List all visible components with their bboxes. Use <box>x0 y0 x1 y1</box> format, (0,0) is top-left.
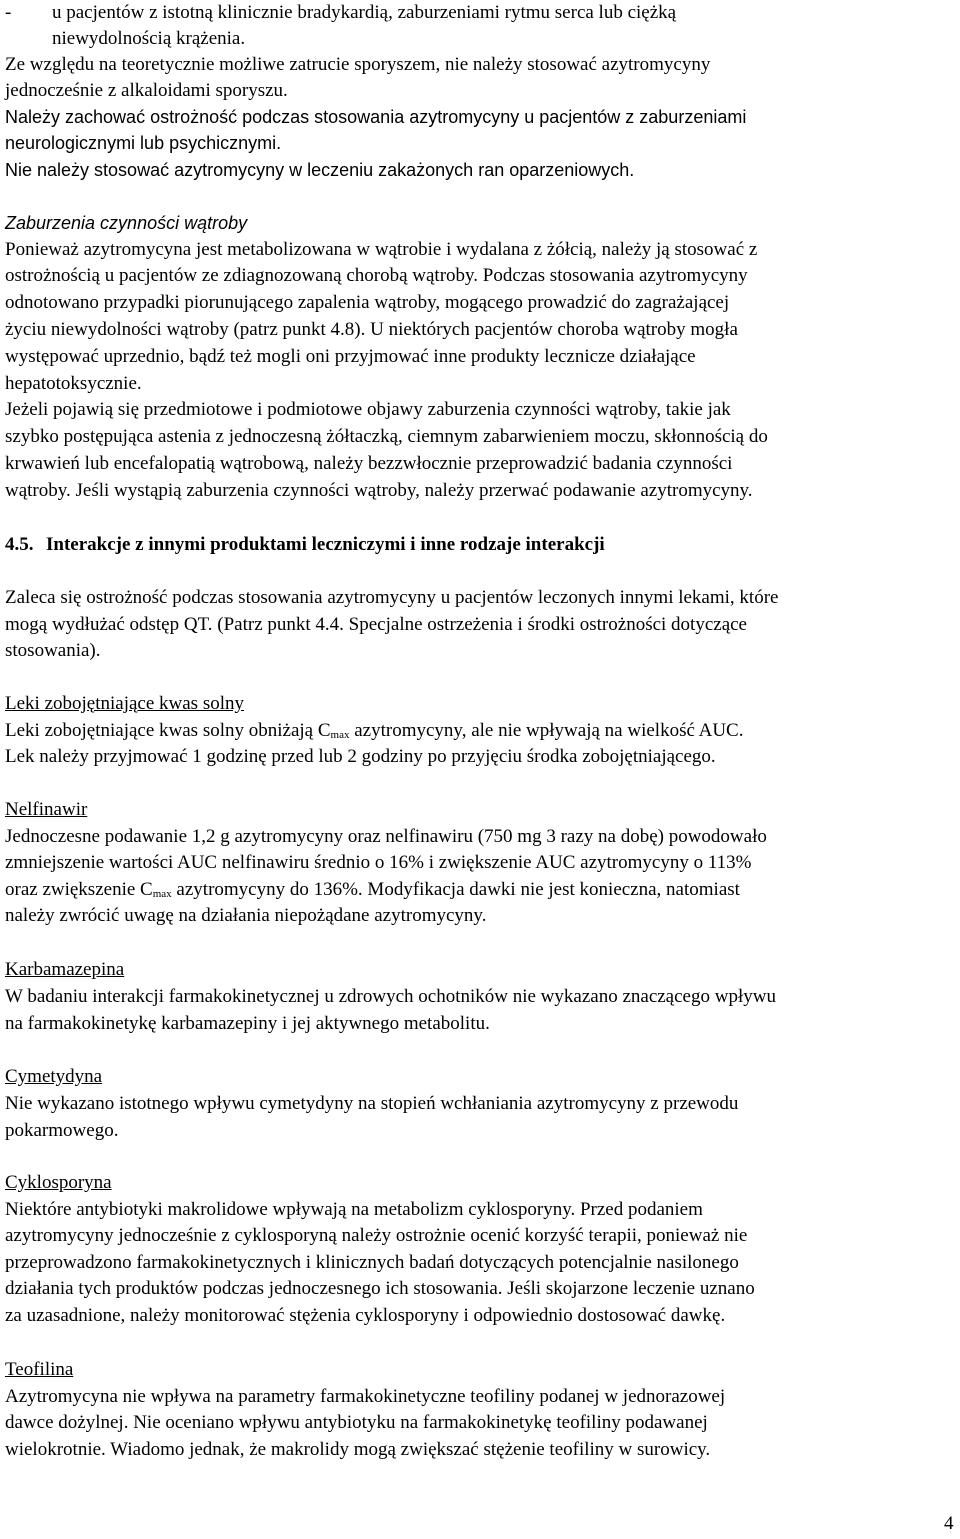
text-line: za uzasadnione, należy monitorować stężenia cyklosporyny i odpowiednio dostosować dawkę. <box>5 1305 726 1326</box>
text-line: jednocześnie z alkaloidami sporyszu. <box>5 80 288 101</box>
text-line: Lek należy przyjmować 1 godzinę przed lub 2 godziny po przyjęciu środka zobojętniającego. <box>5 746 716 767</box>
subsection-heading-cyclosporine: Cyklosporyna <box>5 1172 112 1193</box>
subsection-heading-carbamazepine: Karbamazepina <box>5 959 125 980</box>
text-line: Ponieważ azytromycyna jest metabolizowana w wątrobie i wydalana z żółcią, należy ją stosować z <box>5 239 758 260</box>
text-line: odnotowano przypadki piorunującego zapalenia wątroby, mogącego prowadzić do zagrażającej <box>5 292 730 313</box>
text-line: na farmakokinetykę karbamazepiny i jej aktywnego metabolitu. <box>5 1013 490 1034</box>
text-line: Nie należy stosować azytromycyny w leczeniu zakażonych ran oparzeniowych. <box>5 160 635 180</box>
text-line: Zaleca się ostrożność podczas stosowania azytromycyny u pacjentów leczonych innymi lekami, które <box>5 587 779 608</box>
subsection-heading-antacids: Leki zobojętniające kwas solny <box>5 693 245 714</box>
text-line: działania tych produktów podczas jednoczesnego ich stosowania. Jeśli skojarzone leczenie uznano <box>5 1278 755 1299</box>
text-line: przeprowadzono farmakokinetycznych i klinicznych badań dotyczących potencjalnie nasilonego <box>5 1252 739 1273</box>
text-line: dawce dożylnej. Nie oceniano wpływu antybiotyku na farmakokinetykę teofiliny podawanej <box>5 1412 708 1433</box>
section-title: Interakcje z innymi produktami leczniczymi i inne rodzaje interakcji <box>46 534 605 555</box>
text-line: Leki zobojętniające kwas solny obniżają $C_{max}$ azytromycyny, ale nie wpływają na wielkość AUC. <box>5 720 744 741</box>
text-line: zmniejszenie wartości AUC nelfinawiru średnio o 16% i zwiększenie AUC azytromycyny o 113% <box>5 852 752 873</box>
text-line: występować uprzednio, bądź też mogli oni przyjmować inne produkty lecznicze działające <box>5 346 696 367</box>
subsection-heading-theophylline: Teofilina <box>5 1359 74 1380</box>
text-line: życiu niewydolności wątroby (patrz punkt 4.8). U niektórych pacjentów choroba wątroby mogła <box>5 319 738 340</box>
text-line: mogą wydłużać odstęp QT. (Patrz punkt 4.4. Specjalne ostrzeżenia i środki ostrożności dotyczące <box>5 614 747 635</box>
text-line: należy zwrócić uwagę na działania niepożądane azytromycyny. <box>5 905 487 926</box>
list-bullet: - <box>5 2 12 23</box>
text-line: Azytromycyna nie wpływa na parametry farmakokinetyczne teofiliny podanej w jednorazowej <box>5 1386 726 1407</box>
text-line: ostrożnością u pacjentów ze zdiagnozowaną chorobą wątroby. Podczas stosowania azytromycyny <box>5 265 748 286</box>
page-number: 4 <box>944 1513 954 1534</box>
text-line: szybko postępująca astenia z jednoczesną żółtaczką, ciemnym zabarwieniem moczu, skłonnością do <box>5 426 768 447</box>
subsection-heading-liver: Zaburzenia czynności wątroby <box>5 213 248 233</box>
text-line: Jeżeli pojawią się przedmiotowe i podmiotowe objawy zaburzenia czynności wątroby, takie jak <box>5 399 731 420</box>
text-line: wątroby. Jeśli wystąpią zaburzenia czynności wątroby, należy przerwać podawanie azytromycyny. <box>5 480 753 501</box>
text-line: Należy zachować ostrożność podczas stosowania azytromycyny u pacjentów z zaburzeniami <box>5 107 747 127</box>
text-line: krwawień lub encefalopatią wątrobową, należy bezzwłocznie przeprowadzić badania czynności <box>5 453 733 474</box>
subsection-heading-nelfinavir: Nelfinawir <box>5 799 88 820</box>
text-line: neurologicznymi lub psychicznymi. <box>5 133 282 153</box>
text-line: Ze względu na teoretycznie możliwe zatrucie sporyszem, nie należy stosować azytromycyny <box>5 54 711 75</box>
text-line: azytromycyny jednocześnie z cyklosporyną należy ostrożnie ocenić korzyść terapii, ponieważ nie <box>5 1225 748 1246</box>
text-line: oraz zwiększenie $C_{max}$ azytromycyny do 136%. Modyfikacja dawki nie jest konieczna, natomiast <box>5 879 740 900</box>
text-line: niewydolnością krążenia. <box>52 28 246 49</box>
subsection-heading-cimetidine: Cymetydyna <box>5 1066 103 1087</box>
text-line: stosowania). <box>5 640 101 661</box>
text-line: Nie wykazano istotnego wpływu cymetydyny na stopień wchłaniania azytromycyny z przewodu <box>5 1093 739 1114</box>
text-line: hepatotoksycznie. <box>5 373 142 394</box>
section-number: 4.5. <box>5 534 34 555</box>
text-line: W badaniu interakcji farmakokinetycznej u zdrowych ochotników nie wykazano znaczącego wpływu <box>5 986 776 1007</box>
text-line: wielokrotnie. Wiadomo jednak, że makrolidy mogą zwiększać stężenie teofiliny w surowicy. <box>5 1439 711 1460</box>
text-line: pokarmowego. <box>5 1120 119 1141</box>
text-line: Niektóre antybiotyki makrolidowe wpływają na metabolizm cyklosporyny. Przed podaniem <box>5 1199 703 1220</box>
text-line: u pacjentów z istotną klinicznie bradykardią, zaburzeniami rytmu serca lub ciężką <box>52 2 677 23</box>
text-line: Jednoczesne podawanie 1,2 g azytromycyny oraz nelfinawiru (750 mg 3 razy na dobę) powodowało <box>5 826 767 847</box>
